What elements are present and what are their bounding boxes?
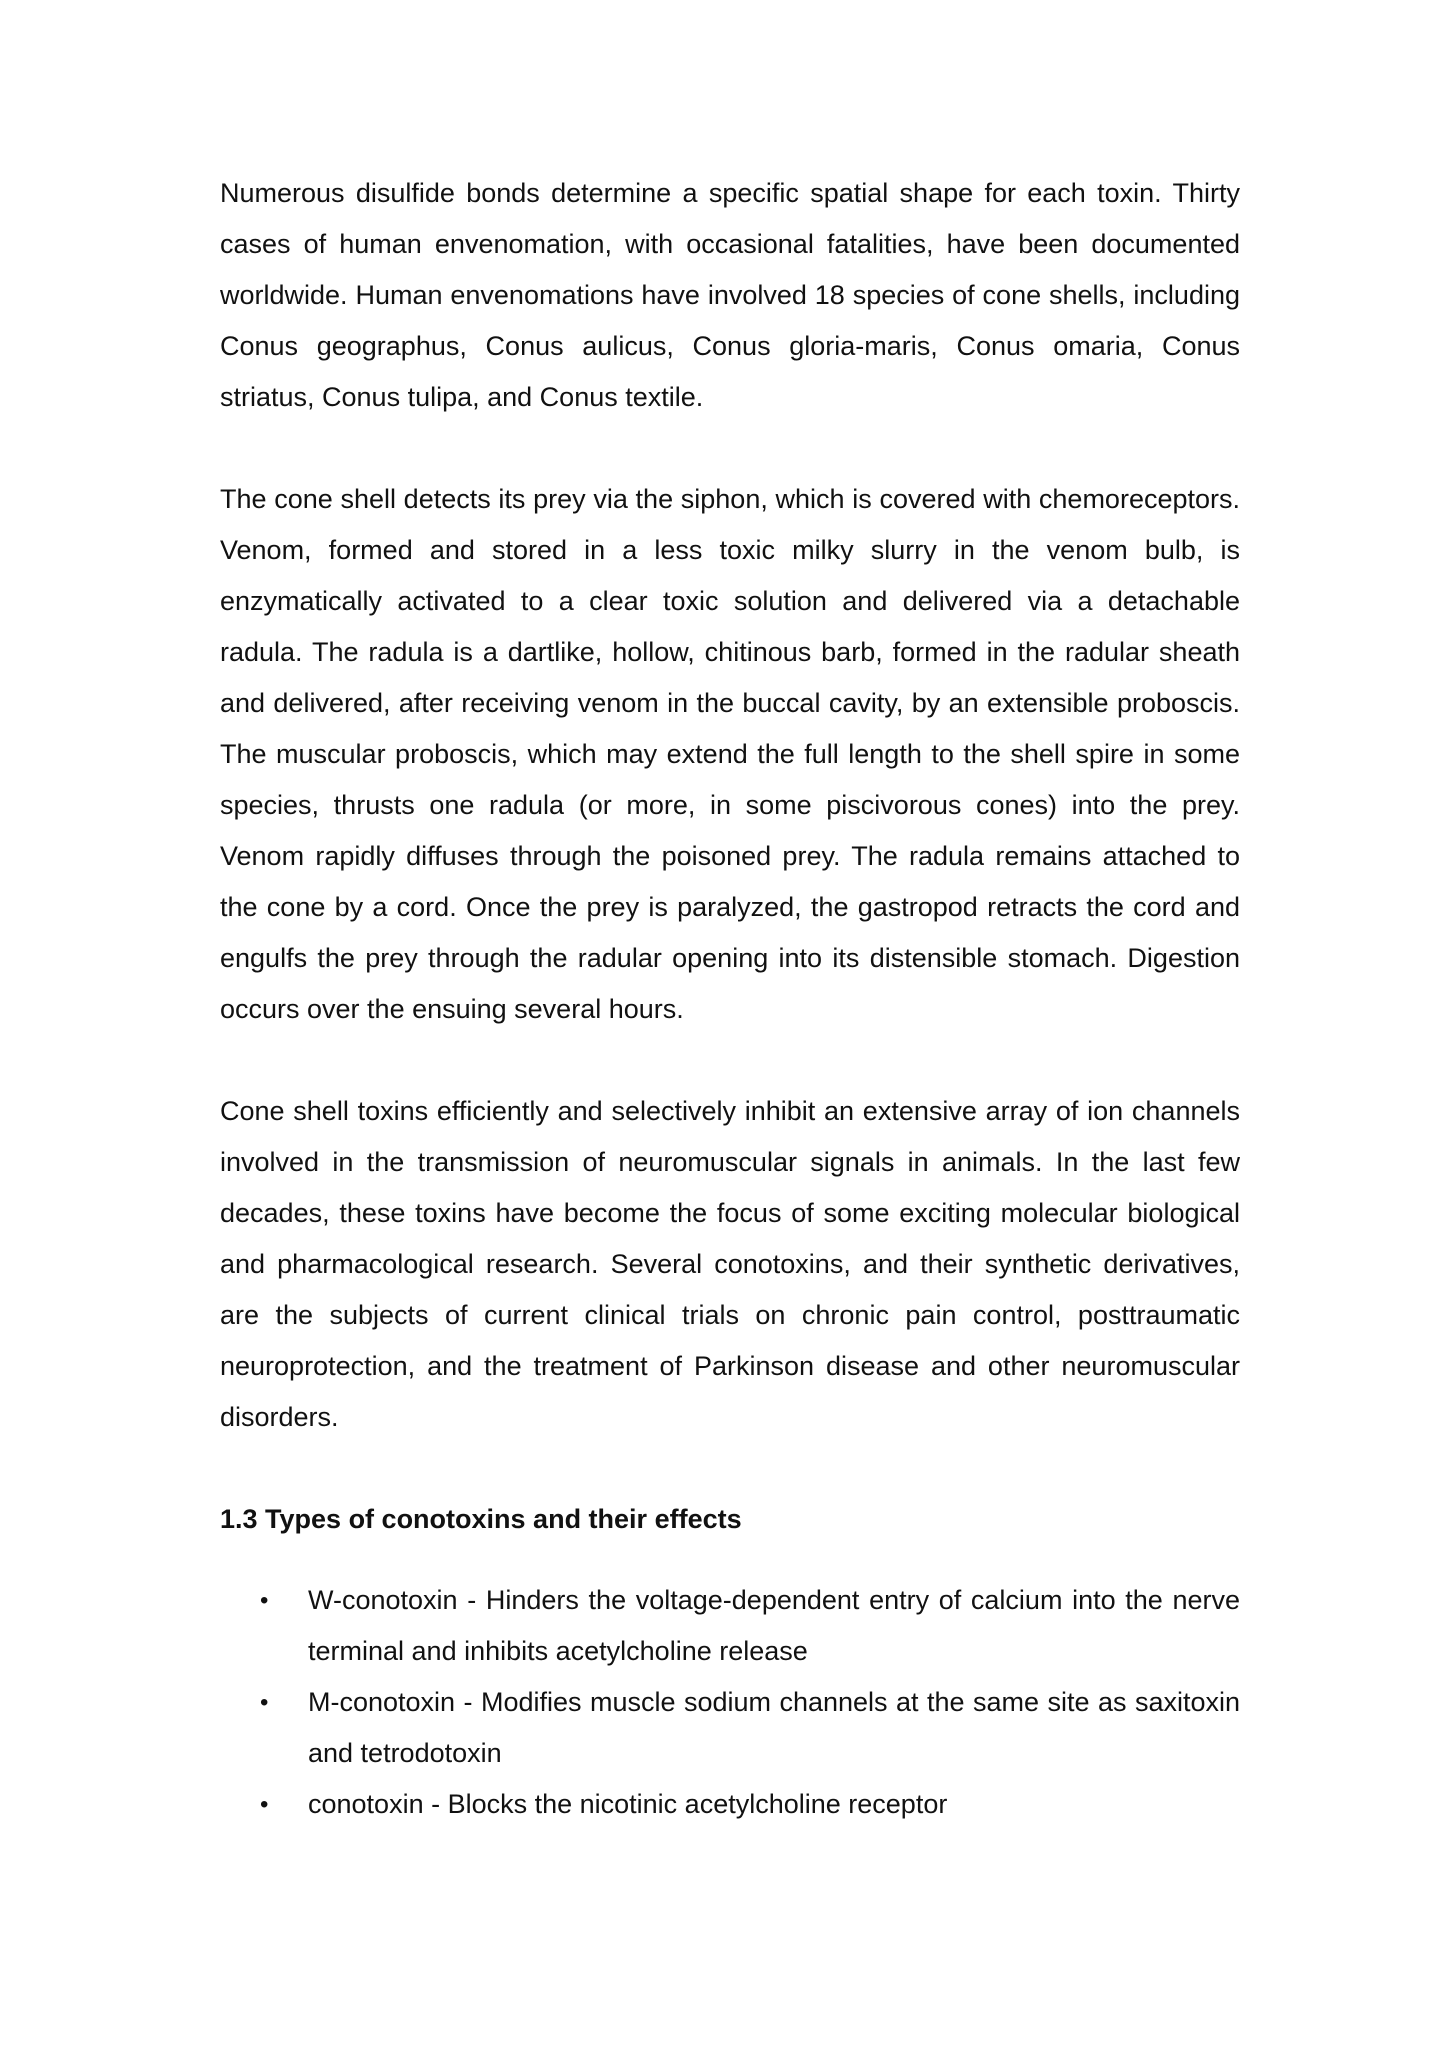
list-item <box>220 1779 1240 1830</box>
bullet-icon: • <box>260 1791 269 1818</box>
paragraph-disulfide-bonds: Numerous disulfide bonds determine a specific spatial shape for each toxin. Thirty cases of human envenomation, with occasional fatalities, have been documented worldwide. Human envenomations have involved 18 species of cone shells, including Conus geographus, Conus aulicus, Conus gloria-maris, Conus omaria, Conus striatus, Conus tulipa, and Conus textile. <box>220 178 1240 412</box>
list-item <box>220 1575 1240 1677</box>
paragraph-prey-detection: The cone shell detects its prey via the siphon, which is covered with chemoreceptors. Venom, formed and stored in a less toxic milky slurry in the venom bulb, is enzymatically activated to a clear toxic solution and delivered via a detachable radula. The radula is a dartlike, hollow, chitinous barb, formed in the radular sheath and delivered, after receiving venom in the buccal cavity, by an extensible proboscis. The muscular proboscis, which may extend the full length to the shell spire in some species, thrusts one radula (or more, in some piscivorous cones) into the prey. Venom rapidly diffuses through the poisoned prey. The radula remains attached to the cone by a cord. Once the prey is paralyzed, the gastropod retracts the cord and engulfs the prey through the radular opening into its distensible stomach. Digestion occurs over the ensuing several hours. <box>220 484 1240 1024</box>
paragraph-toxin-research: Cone shell toxins efficiently and selectively inhibit an extensive array of ion channels involved in the transmission of neuromuscular signals in animals. In the last few decades, these toxins have become the focus of some exciting molecular biological and pharmacological research. Several conotoxins, and their synthetic derivatives, are the subjects of current clinical trials on chronic pain control, posttraumatic neuroprotection, and the treatment of Parkinson disease and other neuromuscular disorders. <box>220 1096 1240 1432</box>
section-heading: 1.3 Types of conotoxins and their effects <box>220 1504 742 1534</box>
list-item-text: W-conotoxin - Hinders the voltage-dependent entry of calcium into the nerve terminal and inhibits acetylcholine release <box>308 1585 1240 1666</box>
list-item-text: M-conotoxin - Modifies muscle sodium channels at the same site as saxitoxin and tetrodotoxin <box>308 1687 1240 1768</box>
list-item-text: conotoxin - Blocks the nicotinic acetylcholine receptor <box>308 1789 948 1819</box>
bullet-icon: • <box>260 1689 269 1716</box>
document-page <box>220 168 1240 1830</box>
conotoxin-list <box>220 1575 1240 1830</box>
bullet-icon: • <box>260 1587 269 1614</box>
list-item <box>220 1677 1240 1779</box>
